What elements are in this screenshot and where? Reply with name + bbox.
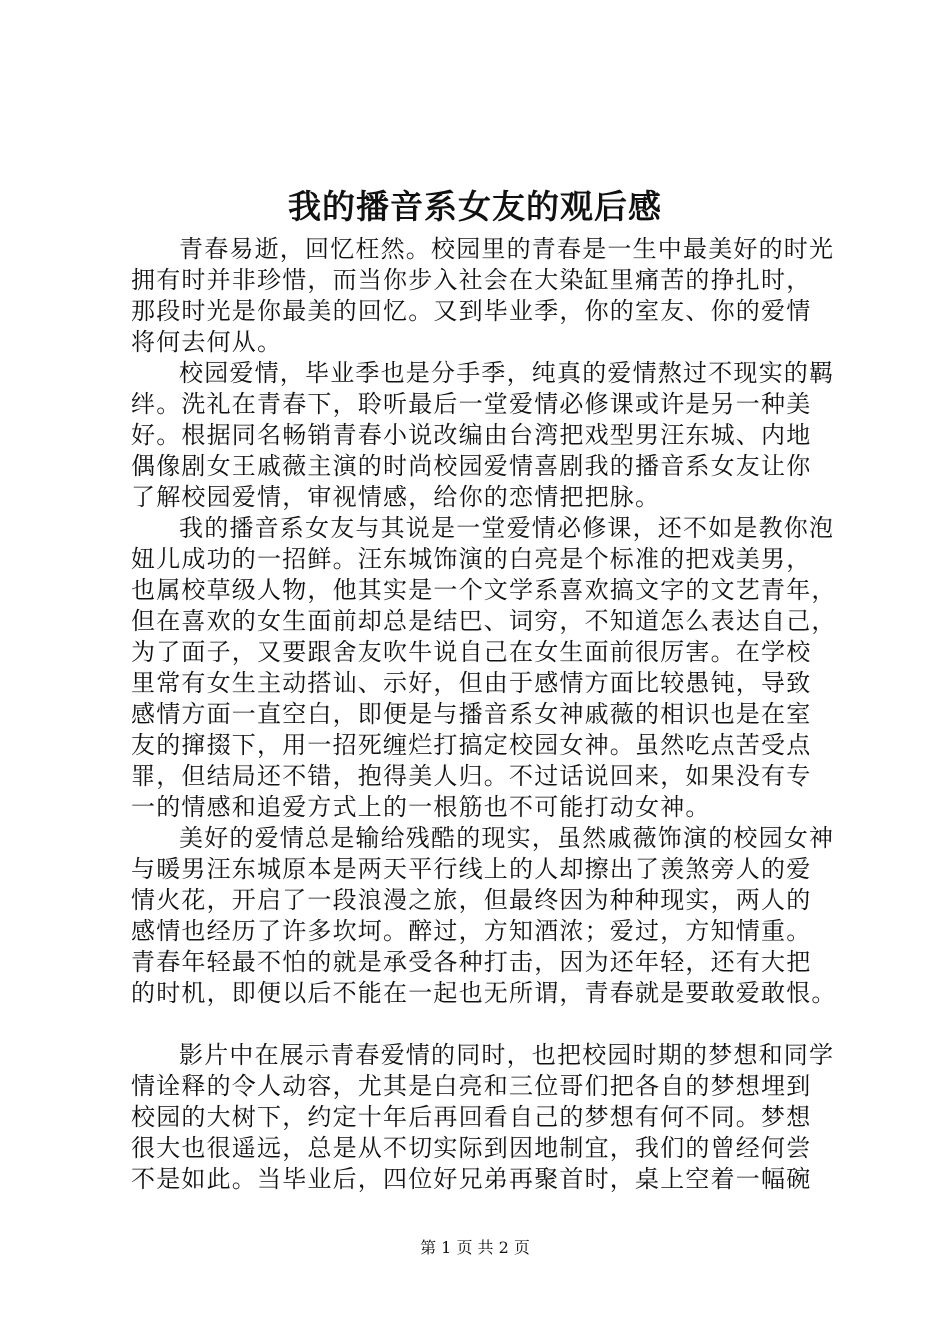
text-line: 但在喜欢的女生面前却总是结巴、词穷，不知道怎么表达自己，: [131, 607, 837, 635]
document-body: [131, 234, 851, 1195]
text-line: 感情也经历了许多坎坷。醉过，方知酒浓；爱过，方知情重。: [131, 917, 812, 945]
text-line: 青春年轻最不怕的就是承受各种打击，因为还年轻，还有大把: [131, 948, 812, 976]
text-line: 不是如此。当毕业后，四位好兄弟再聚首时，桌上空着一幅碗: [131, 1165, 812, 1193]
paragraph-5: [131, 1040, 851, 1195]
text-line: 罪，但结局还不错，抱得美人归。不过话说回来，如果没有专: [131, 762, 812, 790]
text-line: 友的撺掇下，用一招死缠烂打搞定校园女神。虽然吃点苦受点: [131, 731, 812, 759]
paragraph-gap: [131, 1009, 851, 1040]
paragraph-3: [131, 513, 851, 823]
page-footer: 第 1 页 共 2 页: [420, 1238, 530, 1257]
text-line: 一的情感和追爱方式上的一根筋也不可能打动女神。: [131, 793, 711, 821]
text-line: 绊。洗礼在青春下，聆听最后一堂爱情必修课或许是另一种美: [131, 390, 812, 418]
paragraph-2: [131, 358, 851, 513]
text-line: 感情方面一直空白，即便是与播音系女神戚薇的相识也是在室: [131, 700, 812, 728]
text-line: 美好的爱情总是输给残酷的现实，虽然戚薇饰演的校园女神: [179, 824, 835, 852]
text-line: 那段时光是你最美的回忆。又到毕业季，你的室友、你的爱情: [131, 297, 812, 325]
text-line: 与暖男汪东城原本是两天平行线上的人却擦出了羡煞旁人的爱: [131, 855, 812, 883]
text-line: 拥有时并非珍惜，而当你步入社会在大染缸里痛苦的挣扎时，: [131, 266, 812, 294]
text-line: 情诠释的令人动容，尤其是白亮和三位哥们把各自的梦想埋到: [131, 1072, 812, 1100]
text-line: 的时机，即便以后不能在一起也无所谓，青春就是要敢爱敢恨。: [131, 979, 837, 1007]
paragraph-4: [131, 823, 851, 1009]
text-line: 将何去何从。: [131, 328, 283, 356]
text-line: 校园的大树下，约定十年后再回看自己的梦想有何不同。梦想: [131, 1103, 812, 1131]
text-line: 好。根据同名畅销青春小说改编由台湾把戏型男汪东城、内地: [131, 421, 812, 449]
text-line: 妞儿成功的一招鲜。汪东城饰演的白亮是个标准的把戏美男，: [131, 545, 812, 573]
text-line: 影片中在展示青春爱情的同时，也把校园时期的梦想和同学: [179, 1041, 835, 1069]
text-line: 也属校草级人物，他其实是一个文学系喜欢搞文字的文艺青年，: [131, 576, 837, 604]
text-line: 偶像剧女王戚薇主演的时尚校园爱情喜剧我的播音系女友让你: [131, 452, 812, 480]
text-line: 我的播音系女友与其说是一堂爱情必修课，还不如是教你泡: [179, 514, 835, 542]
text-line: 为了面子，又要跟舍友吹牛说自己在女生面前很厉害。在学校: [131, 638, 812, 666]
text-line: 校园爱情，毕业季也是分手季，纯真的爱情熬过不现实的羁: [179, 359, 835, 387]
text-line: 情火花，开启了一段浪漫之旅，但最终因为种种现实，两人的: [131, 886, 812, 914]
text-line: 里常有女生主动搭讪、示好，但由于感情方面比较愚钝，导致: [131, 669, 812, 697]
page-title: 我的播音系女友的观后感: [288, 187, 662, 226]
text-line: 很大也很遥远，总是从不切实际到因地制宜，我们的曾经何尝: [131, 1134, 812, 1162]
paragraph-1: [131, 234, 851, 358]
text-line: 青春易逝，回忆枉然。校园里的青春是一生中最美好的时光: [179, 235, 835, 263]
text-line: 了解校园爱情，审视情感，给你的恋情把把脉。: [131, 483, 661, 511]
